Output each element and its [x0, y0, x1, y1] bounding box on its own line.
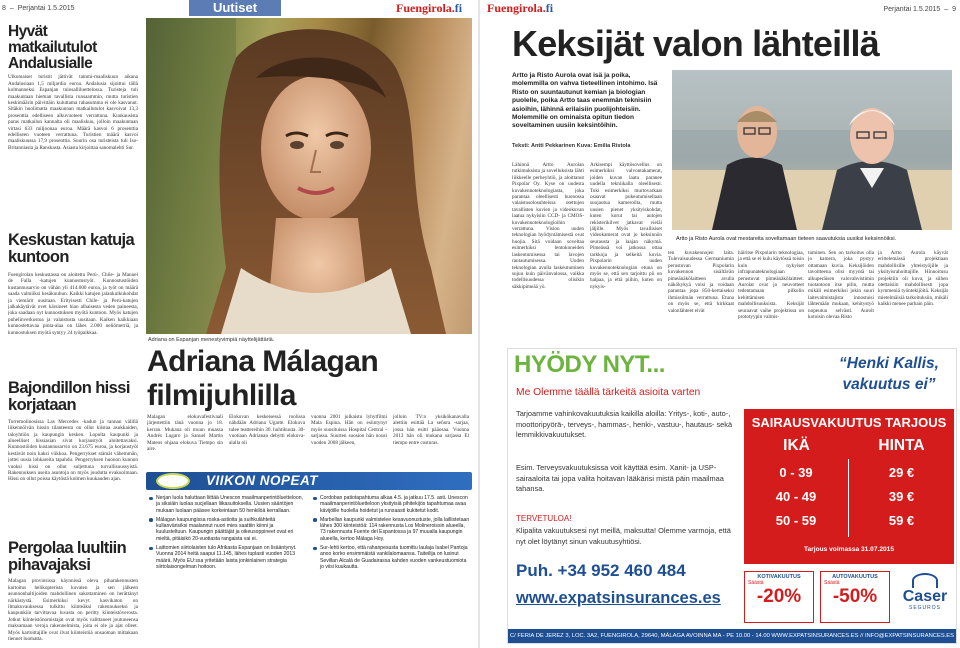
ad-quote: “Henki Kallis, vakuutus ei” — [839, 355, 939, 393]
banner-circle-icon — [156, 473, 190, 489]
discount-home-value: -20% — [756, 586, 802, 607]
headline-adriana: Adriana Málagan filmijuhlilla — [147, 345, 379, 412]
offer-title: SAIRAUSVAKUUTUS TARJOUS — [751, 415, 947, 430]
adriana-col-1: Malagan elokuvafestivaali järjestettiin tänä vuonna jo 18. kerran. Mukana oli muun muassa Andrés Lugaro ja Sanuel Martin Mateos ohjaaa elokuva Tiempo sin aire. — [147, 414, 223, 453]
ad-footer — [508, 629, 956, 643]
keksijat-byline: Teksti: Antti Pekkarinen Kuva: Emilia Ristola — [512, 143, 631, 149]
keksijat-col-3: ten kuvakennojen laita. Tulevaisuudessa Germaniumin perustuvan Pixpolarin kuvakennon sisältävän pimeänäkölaitteen avulla näkökykyä voisi ja voidaan parantaa jopa 850-kertaiseksi ihmissilmän verrattuna. Etuna on myös se, että kirkkaat valonlähteet eivät — [668, 250, 734, 314]
ad-subtitle: Me Olemme täällä tärkeitä asioita varten — [516, 387, 701, 398]
headline-keskustan-katuja: Keskustan katuja kuntoon — [8, 231, 135, 267]
left-header-date: Perjantai 1.5.2015 — [17, 5, 75, 12]
adriana-photo — [146, 18, 472, 334]
discount-car — [820, 571, 890, 623]
right-page-number: 9 — [952, 6, 956, 13]
keksijat-col-2: Arkisempi käyttösovellus on esimerkiksi valvontakamerat, joiden kuvan laatu paranee uudella tekniikalla oleellisesti. Toki esimerkiksi murtovarkaat osaavat pukeutumisellaan suojautua kameroilta, mutta uusien pienet yksityiskohdat, kuten korut tai autojen rekisterikilvet jatkavat vieläi jäljille. Myös tavallisiset videokamerat ovat jo keksinnön seurausta ja laajan näkymä. Pimeässä voi jatkossa ottaa tarkkoja ja selkeitä kuvia. Pixpolarin uuden kuvakennoteknologian etuna on myös se, että sen tarjoittu pii on halpaa, ja että piihin, kuten on nykyis- — [590, 162, 662, 290]
caser-brand-sub: SEGUROS — [908, 605, 941, 611]
offer-age-0: 0 - 39 — [779, 465, 813, 480]
adriana-col-3: vuonna 2001 julkaistu lyhytfilmi Mala Espina. Hän on esiintynyt myös suosituissa Hospital Central -sarjassa. Suurten suosion hän nousi vuoden 2008 jälkeen, — [311, 414, 387, 446]
keksijat-col-6: ja Artto Aurola käyvät erittelemässä projektiaan mahdollisille yhteistyöjille ja yksityisrahoittajille. Hinnoitusu projektiin oli kuva, ja siihen otettaisiin mahdollisesti jopa kymmeniä työntekijöitä. Keksijät mietelmäisiä tarkoituksiin, mikäli kaikki menee parhain päin. — [878, 250, 948, 308]
keksijat-lead: Artto ja Risto Aurola ovat isä ja poika, molemmilla on vahva tieteellinen intohimo. Isä Risto on suuntautunut kemian ja biologian puolelle, poika Artto taas enemmän teknisiin asioihin, lähinnä erilaisiin puolijohteisiin. Molemmille on ominaista opitun tiedon soveltaminen uusiin keksintöihin. — [512, 72, 658, 130]
adriana-col-4: jolloin TV:n yksikökanavalla alettiin esittää La señora -sarjaa, jossa hän esitti pääosaa. Vuonna 2013 hän oli mukana sarjassa El tiempo entre costuras. — [393, 414, 469, 446]
headline-matkailutulot: Hyvät matkailutulot Andalusialle — [8, 23, 97, 72]
nopeat-item: Laittomien siirtolaisten tulo Afrikasta Espanjaan on lisääntynyt. Vuonna 2014 heitä saapui 11.145, lähes tuplasti vuoden 2013 määrä. Myös EU:ssa yritetään laista jonkinlainen strategia siirtolaisongelman hoitoon. — [148, 545, 306, 570]
nopeat-item: Sur-lehti kertoo, että rahanpesusta tuomittu laulaja Isabel Pantoja anoo korko ensimmäistä vankilalomaansa. Taiteilija on lusinut Sevillan Alcalá de Guadairassa kahden vuoden vankeustuomiota jo viisi kuukautta. — [312, 545, 470, 570]
logo-suffix: fi — [545, 1, 554, 15]
headline-bajondillon: Bajondillon hissi korjataan — [8, 379, 130, 414]
logo-text: Fuengirola. — [487, 1, 546, 15]
right-page-header: Perjantai 1.5.2015 – 9 — [883, 6, 956, 13]
adriana-col-2: Elokuvan keskeisessä roolissa nähdään Adriana Ugarte. Elokuva tulee teattereihin 30. huhtikuuta. 30-vuotiaan Adrianan debytti elokuva-alalla oli — [229, 414, 305, 446]
nopeat-left-list — [148, 495, 306, 573]
aurola-illustration — [672, 70, 952, 230]
offer-box — [744, 409, 954, 564]
section-label — [189, 0, 281, 16]
headline-keksijat: Keksijät valon lähteillä — [512, 23, 879, 64]
nopeat-right-list — [312, 495, 470, 573]
headline-pergolaa: Pergolaa luultiin pihavajaksi — [8, 538, 127, 574]
caser-brand: Caser — [902, 588, 948, 605]
offer-validity: Tarjous voimassa 31.07.2015 — [803, 546, 895, 553]
ad-address: C/ FERIA DE JEREZ 3, LOC. 3A2, FUENGIROLA, 29640, MÁLAGA AVOINNA MA - PE 10.00 - 14.00 WWW.EXPATSINSURANCES.ES // INFO@EXPATSINSURANCES.ES — [509, 633, 955, 639]
article-bajondillon-body: Torremolinosissa Las Mercedes -kadun ja rannan välillä liikennöivän hissin tilanteesta on ollut kiistaa asukkaiden, taloyhtiön ja kaupungin kesken. Lopulta kaupunki ja alueelliset hissiasian sivat korjaustyöt aloitettavaksi. Kunnostöiden kustannusarvio on 23.675 euroa, ja korjaustyöt kestävät noin kaksi viikkoa. Pengerrykset stämät vähemmän, jottei uusia lohkareita tapahdu. Pengerryksen huonon kunnon vuoksi hissi on ollut suljettuna turvallisuussyistä. Rakennuksen useita asuntoja on myös joudutta evakuoimaan. Hissi on ollut poissa käytöstä kolmen kuukauden ajan. — [8, 418, 138, 483]
ad-welcome: TERVETULOA! — [516, 514, 572, 523]
offer-age-1: 40 - 49 — [775, 489, 817, 504]
nopeat-item: Marbellan kaupunki valmistelee kesavuonustuste, jolla laillistetaan lähes 300 kiinteistöä: 114 rakennusta Los Molineroissin alueella, 73 rakennusta Fuente del Espantossa ja 97 muualla kaupungin alueella, kertoo Málaga Hoy. — [312, 517, 470, 542]
nopeat-item: Málagan kaupungissa roska-astioita ja suihkulähteitä kullanvärisiksi maalannut nuori mies saattiin kiinni ja kuulusteltuun. Kaupungin päättäjät ja oikeusoppineet ovat eri mieltä, pitäisikö 20-vuotiasta rangaista vai ei. — [148, 517, 306, 542]
left-logo — [396, 1, 462, 16]
offer-col-price: HINTA — [878, 437, 925, 454]
left-page-number: 8 — [2, 5, 6, 12]
article-keskustan-body: Fuengirolan keskustassa on aloitettu Perú-, Chile- ja Manuel de Falla -katujen kunnostustyöt. Kunnostustöiden kustannusarvio on vähän yli 414.000 euroa, ja työt on määrä saada valmiiksi kesäkuuhun. Kaikki katujen jalankulkukohdat ja viemärit uusitaan. Erityisesti Chile- ja Perú-katujen jalkakäytävät ovet kärsineet hian alhaisesta veden paineesta, joka saadaan nyt kunnostuksen myötä kuntoon. Myös katujen puhelinverkostoa ja valaistusta uusitaan. Kaiken kaikkiaan kunnostettavaa pinta-alaa on lähes 2.000 neliömetriä, ja kunnostuksen myötä syntyy 24 työpaikkaa. — [8, 272, 138, 336]
right-logo — [487, 1, 553, 16]
left-page-header: 8 – Perjantai 1.5.2015 — [2, 5, 75, 12]
ad-para-1: Tarjoamme vahinkovakuutuksia kaikilla aloilla: Yritys-, koti-, auto-, moottoripyörä-, terveys-, hammas-, henki-, vastuu-, hautaus- sekä lemmikkivakuutukset. — [516, 409, 733, 439]
caser-logo — [896, 571, 954, 623]
article-matkailutulot-body: Ulkomaiset turistit jättivät tammi-maaliskuun aikana Andalusiaan 1,5 miljardia euroa. Andalusia sijoittui tällä kolmanneksi Espanjan tulosalliluettelossa. Turisteja tuli maakuntaan hieman tavallista runsaammin, mutta turistien keskimäärin päivittäin kuluttama rahasumma ei ole kasvanut. Sitäkin huolimatta maakunnan matkailutulot kasvoivat 13,3 prosenttia edelliseen alkuvuoteen verrattuna. Kuukausista paras matkailun kannalta oli maaliskuu, jolloin maakuntaan virtasi 633 miljoonaa euroa. Määrä kasvoi 6 prosenttia edelliseen vuoteen verrattuna. Turistien määrä kasvoi maaliskuussa 17,9 prosenttia. Suurin osa turisteista tuli Iso-Britanniasta ja Ranskasta. Asiasta kirjoittaa sanomalehti Sur. — [8, 74, 138, 151]
offer-age-2: 50 - 59 — [775, 513, 817, 528]
adriana-photo-caption: Adriana on Espanjan menestyvimpiä näyttelijättäriä. — [148, 337, 275, 343]
aurola-photo — [672, 70, 952, 230]
ad-phone[interactable]: Puh. +34 952 460 484 — [516, 561, 686, 580]
offer-price-0: 29 € — [888, 465, 915, 480]
ad-website[interactable]: www.expatsinsurances.es — [516, 589, 721, 607]
discount-car-value: -50% — [832, 586, 878, 607]
ad-title: HYÖDY NYT... — [514, 351, 665, 378]
discount-car-prefix: Säästä — [824, 580, 840, 586]
logo-text: Fuengirola. — [396, 1, 455, 15]
discount-home-prefix: Säästä — [748, 580, 764, 586]
nopeat-item: Nerjan luola haluttaan liittää Unescon maailmanperintöluetteloon, ja siksiäin luolaa sucjellaan liikasuitoksella. Uusien sääntöjen mukaan luolaan pääsee korkeintaan 50 henkilöä kerrallaan. — [148, 495, 306, 514]
aurola-photo-caption: Artto ja Risto Aurola ovat mestareita soveltamaan tieteen saavutuksia uusiksi keksinnöiksi. — [676, 236, 897, 242]
ad-para-3: Klipalita vakuutuksesi nyt meillä, maksutta! Olemme varmoja, että nyt olet löytänyt sinun vakuutusyhtiösi. — [516, 526, 731, 546]
page-gutter — [478, 0, 480, 648]
section-label-text: Uutiset — [212, 0, 258, 15]
insurance-ad — [507, 348, 957, 644]
offer-price-2: 59 € — [888, 513, 915, 528]
ad-para-2: Esim. Terveysvakuutuksissa voit käyttää esim. Xanit- ja USP-sairaaloita tai jopa valita hoitavan lääkärisi mistä päin maailmaa tahansa. — [516, 463, 724, 493]
discount-car-label: AUTOVAKUUTUS — [832, 574, 878, 580]
offer-col-age: IKÄ — [783, 437, 810, 454]
keksijat-col-1: Lähinnä Artto Aurolan tutkimuksista ja sovelluksista lähti liikkeelle perheyhtiö, ja aloittanut Pixpolar Oy. Kyse on uudesta kuvakennoteknologiasta, joka parantaa oleellisesti huonossa valaistusolosuhteissa otettujen tavallisten kuvien ja videokuvan laatua nykyisiin CCD- ja CMOS-kuvakennoteknologioihin verrattuna. Vision uuden teknologian hyödyntämisestä ovat huojia. Sitä voidaan soveltaa esimerkiksi lentokoneiden laskeutumisessa tai lavojen rantautumisessa. Uuden teknologian avulla laskeutuminen sujuu kuin päivänvalossa, vaikka todellisuudessa olisikin säkkipimeää yö. — [512, 162, 584, 290]
left-column — [8, 18, 138, 648]
caser-logo-mark — [912, 573, 938, 588]
offer-price-1: 39 € — [888, 489, 915, 504]
keksijat-col-5: tuminen. Sen on tarkoitus olla jo kamera, joka pystyy ottamaan kuvia. Keksijöiden tavoitteena olisi myyntä tai alkuperäisen valovahvistimin tuotantoon itse pilin, mutta mikäli esimerkiksi jokin suuri laitevalmistajista innostuisi lähtemään mukaan, kehitystyö nopeutuu selvästi. Aurolt kotoisin olevaa Risto — [808, 250, 874, 321]
nopeat-item: Cordoban patiotapahtuma alkaa 4.5. ja jatkuu 17.5. asti. Unescon maailmanperintöluetteloon yksityisiä pihitekijös tapahtumaa avaa kävijöille huolella hoidetut ja runsaasti kukitetut kodit. — [312, 495, 470, 514]
keksijat-col-4: häiritse Pixpolarin teknologiaa, ja että se ei kulu käytössä toisin kuin nykyiset infrapunateknologiaan perustuvat pimeänäkölaitteet. Aurolat ovat jo neuvotteet tedentamaan pilkolin kehittämisen mahdollisuuksista. Keksijät seuraavat vaihe projektissa on prototyypin valmis- — [738, 250, 804, 321]
logo-suffix: fi — [454, 1, 463, 15]
portrait-illustration — [146, 18, 472, 334]
article-pergolaa-body: Malagan provinsissa käynnissä oleva piharakennusten kartoitus helikopterista kuvaten ja sen jälkeen asunnonhaltijoiden mahdollinen sakottaminen on herättänyt närkästystä. Esimerkiksi kevyt kasvikaton on ilmakuvauksessa tulkittu kiinteäksi rakennukseksi ja kaupunkiin tarvittavaa luvasta on peritty kiinteistöverosta. Jotkut kiinteistönomistajat ovat myös valittaneet joutuneensa maksamaan veroja rakennelmista, joita ei ole ja ajat olleet. Myös kartoittajille ovat ilvat kiinteistöä onsaoman mittakaan tiennet luomatta. — [8, 578, 138, 643]
discount-home — [744, 571, 814, 623]
viikon-nopeat-title: VIIKON NOPEAT — [206, 473, 319, 488]
viikon-nopeat-banner — [146, 472, 472, 490]
right-header-date: Perjantai 1.5.2015 — [883, 6, 941, 13]
discount-home-label: KOTIVAKUUTUS — [757, 574, 801, 580]
